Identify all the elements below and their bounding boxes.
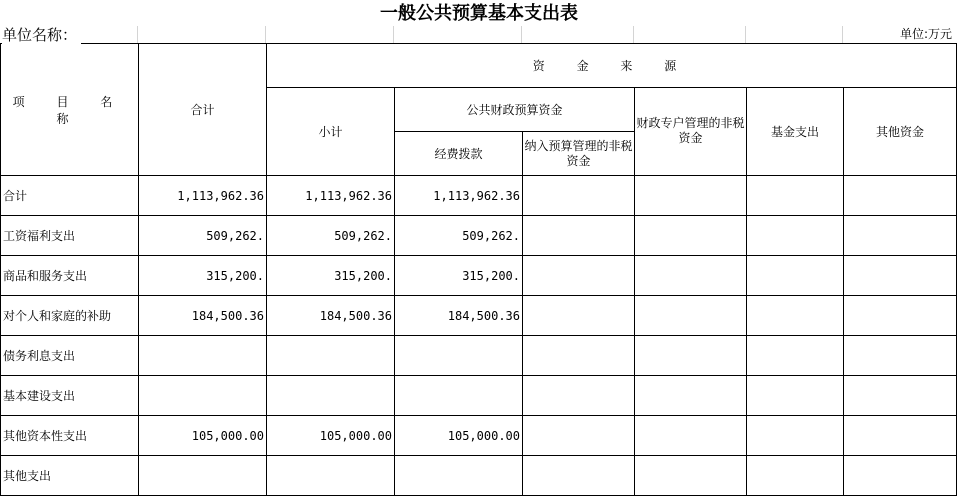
header-funding-source-text: 资 金 来 源 bbox=[532, 59, 691, 73]
empty-cell bbox=[844, 416, 957, 456]
row-allocation bbox=[395, 336, 523, 376]
row-subtotal: 315,200. bbox=[267, 256, 395, 296]
empty-cell bbox=[747, 336, 844, 376]
empty-cell bbox=[747, 176, 844, 216]
header-other-funds: 其他资金 bbox=[844, 88, 957, 176]
empty-cell bbox=[523, 176, 635, 216]
row-total bbox=[139, 456, 267, 496]
header-special-account-nontax: 财政专户管理的非税资金 bbox=[635, 88, 747, 176]
budget-table bbox=[0, 43, 957, 496]
empty-cell bbox=[635, 256, 747, 296]
empty-cell bbox=[523, 216, 635, 256]
table-row bbox=[1, 216, 957, 256]
grid-divider bbox=[842, 26, 843, 43]
row-subtotal: 105,000.00 bbox=[267, 416, 395, 456]
empty-cell bbox=[635, 376, 747, 416]
empty-cell bbox=[523, 296, 635, 336]
row-label: 其他支出 bbox=[1, 456, 139, 496]
empty-cell bbox=[844, 456, 957, 496]
empty-cell bbox=[747, 416, 844, 456]
row-allocation bbox=[395, 456, 523, 496]
row-subtotal: 509,262. bbox=[267, 216, 395, 256]
header-subtotal: 小计 bbox=[267, 88, 395, 176]
grid-divider bbox=[137, 26, 138, 43]
row-label: 债务利息支出 bbox=[1, 336, 139, 376]
empty-cell bbox=[523, 336, 635, 376]
row-label: 基本建设支出 bbox=[1, 376, 139, 416]
row-subtotal bbox=[267, 336, 395, 376]
row-subtotal bbox=[267, 456, 395, 496]
table-row bbox=[1, 256, 957, 296]
empty-cell bbox=[635, 456, 747, 496]
table-row bbox=[1, 336, 957, 376]
table-row bbox=[1, 376, 957, 416]
empty-cell bbox=[747, 256, 844, 296]
header-item-name-text: 项 目 名 称 bbox=[12, 94, 127, 126]
empty-cell bbox=[635, 416, 747, 456]
grid-divider bbox=[633, 26, 634, 43]
currency-unit-label: 单位:万元 bbox=[899, 27, 952, 41]
row-label: 其他资本性支出 bbox=[1, 416, 139, 456]
header-funding-source bbox=[267, 44, 957, 88]
row-allocation: 315,200. bbox=[395, 256, 523, 296]
empty-cell bbox=[747, 456, 844, 496]
row-subtotal: 184,500.36 bbox=[267, 296, 395, 336]
empty-cell bbox=[747, 216, 844, 256]
row-total bbox=[139, 336, 267, 376]
empty-cell bbox=[844, 216, 957, 256]
row-subtotal bbox=[267, 376, 395, 416]
row-total: 509,262. bbox=[139, 216, 267, 256]
header-operating-allocation: 经费拨款 bbox=[395, 132, 523, 176]
row-allocation: 509,262. bbox=[395, 216, 523, 256]
empty-cell bbox=[747, 296, 844, 336]
grid-divider bbox=[393, 26, 394, 43]
row-label: 合计 bbox=[1, 176, 139, 216]
row-subtotal: 1,113,962.36 bbox=[267, 176, 395, 216]
empty-cell bbox=[635, 216, 747, 256]
table-row bbox=[1, 416, 957, 456]
empty-cell bbox=[844, 176, 957, 216]
row-label: 商品和服务支出 bbox=[1, 256, 139, 296]
row-total: 105,000.00 bbox=[139, 416, 267, 456]
empty-cell bbox=[635, 296, 747, 336]
grid-divider bbox=[265, 26, 266, 43]
row-total: 1,113,962.36 bbox=[139, 176, 267, 216]
header-public-finance: 公共财政预算资金 bbox=[395, 88, 635, 132]
empty-cell bbox=[523, 416, 635, 456]
empty-cell bbox=[523, 376, 635, 416]
row-label: 工资福利支出 bbox=[1, 216, 139, 256]
empty-cell bbox=[747, 376, 844, 416]
grid-divider bbox=[521, 26, 522, 43]
empty-cell bbox=[844, 336, 957, 376]
header-fund-expenditure: 基金支出 bbox=[747, 88, 844, 176]
table-row bbox=[1, 296, 957, 336]
empty-cell bbox=[523, 256, 635, 296]
empty-cell bbox=[844, 376, 957, 416]
table-title: 一般公共预算基本支出表 bbox=[380, 3, 578, 24]
row-label: 对个人和家庭的补助 bbox=[1, 296, 139, 336]
table-row bbox=[1, 456, 957, 496]
unit-row bbox=[0, 26, 958, 44]
empty-cell bbox=[523, 456, 635, 496]
empty-cell bbox=[635, 176, 747, 216]
row-total bbox=[139, 376, 267, 416]
header-item-name bbox=[1, 44, 139, 176]
row-allocation: 105,000.00 bbox=[395, 416, 523, 456]
row-total: 315,200. bbox=[139, 256, 267, 296]
empty-cell bbox=[844, 296, 957, 336]
unit-name-label: 单位名称： bbox=[2, 26, 81, 45]
header-total: 合计 bbox=[139, 44, 267, 176]
row-allocation: 184,500.36 bbox=[395, 296, 523, 336]
header-budget-managed-nontax: 纳入预算管理的非税资金 bbox=[523, 132, 635, 176]
grid-divider bbox=[745, 26, 746, 43]
row-allocation bbox=[395, 376, 523, 416]
table-row bbox=[1, 176, 957, 216]
row-allocation: 1,113,962.36 bbox=[395, 176, 523, 216]
empty-cell bbox=[844, 256, 957, 296]
row-total: 184,500.36 bbox=[139, 296, 267, 336]
empty-cell bbox=[635, 336, 747, 376]
